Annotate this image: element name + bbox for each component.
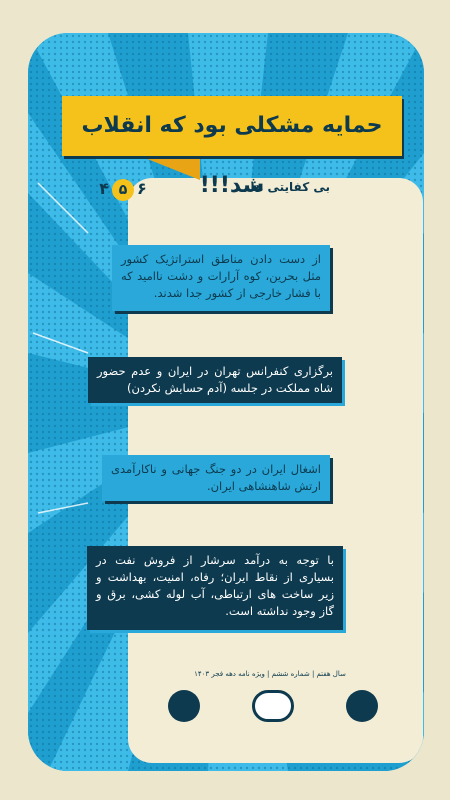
- issue-number-right: ۶: [137, 179, 147, 198]
- fact-box-2: برگزاری کنفرانس تهران در ایران و عدم حضور شاه مملکت در جلسه (آدم حسابش نکردن): [88, 357, 342, 403]
- issue-number: [83, 179, 163, 203]
- logo-row: [168, 690, 378, 722]
- page-title: حمایه مشکلی بود که انقلاب شد!!!: [81, 113, 383, 198]
- publication-logo-icon: [252, 690, 294, 722]
- issue-number-middle: ۵: [112, 179, 134, 201]
- seal-logo-icon: [346, 690, 378, 722]
- emblem-logo-icon: [168, 690, 200, 722]
- issue-number-left: ۴: [99, 179, 109, 198]
- fact-box-4: با توجه به درآمد سرشار از فروش نفت در بسیاری از نقاط ایران؛ رفاه، امنیت، بهداشت و زیر ساخت های ارتباطی، آب لوله کشی، برق و گاز وجود نداشته است.: [87, 546, 343, 630]
- footer-text: سال هفتم | شماره ششم | ویژه نامه دهه فجر ۱۴۰۳: [194, 670, 346, 678]
- fact-box-1: از دست دادن مناطق استراتژیک کشور مثل بحرین، کوه آرارات و دشت ناامید که با فشار خارجی از کشور جدا شدند.: [112, 245, 330, 311]
- fact-box-3: اشغال ایران در دو جنگ جهانی و ناکارآمدی ارتش شاهنشاهی ایران.: [102, 455, 330, 501]
- subtitle: بی کفایتی ها: [250, 180, 330, 194]
- banner-ribbon: [130, 152, 200, 180]
